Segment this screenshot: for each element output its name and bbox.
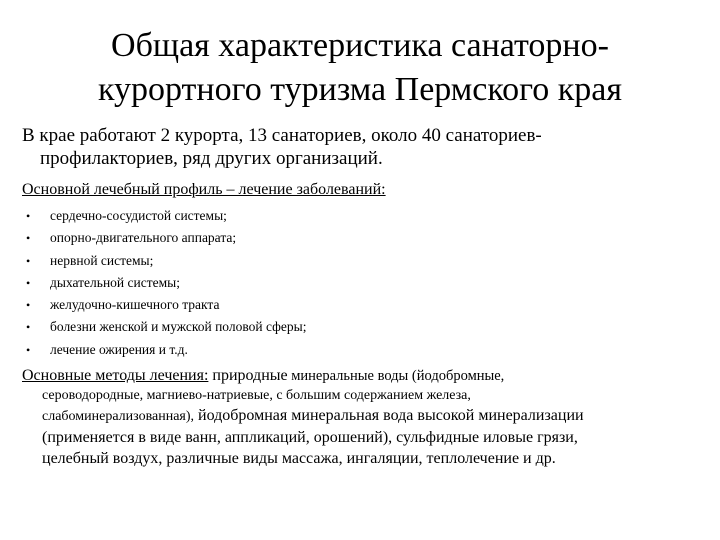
intro-paragraph (22, 124, 712, 170)
list-item-text: нервной системы; (50, 252, 154, 268)
list-item-text: лечение ожирения и т.д. (50, 341, 188, 357)
bullet-icon: • (26, 342, 31, 357)
profile-list (22, 205, 306, 361)
methods-heading: Основные методы лечения: (22, 367, 209, 384)
profile-heading: Основной лечебный профиль – лечение заболеваний: (22, 181, 386, 198)
list-item (22, 205, 306, 227)
list-item-text: дыхательной системы; (50, 274, 180, 290)
bullet-icon: • (26, 209, 31, 223)
methods-text: слабоминерализованная), (42, 409, 195, 424)
methods-line (22, 406, 712, 427)
methods-paragraph (22, 366, 712, 469)
bullet-icon: • (26, 298, 31, 313)
list-item (22, 316, 306, 338)
intro-line: В крае работают 2 курорта, 13 санаториев, около 40 санаториев- (22, 125, 542, 146)
bullet-icon: • (26, 320, 31, 335)
list-item (22, 294, 306, 316)
list-item-text: сердечно-сосудистой системы; (50, 208, 227, 223)
methods-text: минеральные воды (йодобромные, (287, 368, 505, 384)
list-item-text: опорно-двигательного аппарата; (50, 230, 237, 246)
list-item-text: желудочно-кишечного тракта (50, 297, 220, 313)
methods-text: йодобромная минеральная вода высокой минерализации (194, 407, 584, 424)
intro-line: профилакториев, ряд других организаций. (40, 148, 383, 169)
list-item (22, 339, 306, 361)
bullet-icon: • (26, 231, 31, 246)
bullet-icon: • (26, 253, 31, 268)
list-item (22, 250, 306, 272)
methods-line: (применяется в виде ванн, аппликаций, орошений), сульфидные иловые грязи, (42, 429, 578, 446)
list-item (22, 227, 306, 249)
methods-natural: природные (208, 367, 288, 384)
methods-line: сероводородные, магниево-натриевые, с большим содержанием железа, (42, 388, 471, 403)
bullet-icon: • (26, 275, 31, 290)
slide-title (20, 24, 700, 112)
list-item-text: болезни женской и мужской половой сферы; (50, 319, 307, 335)
list-item (22, 272, 306, 294)
methods-line: целебный воздух, различные виды массажа, ингаляции, теплолечение и др. (42, 450, 556, 467)
slide-title-line: Общая характеристика санаторно- (111, 27, 609, 64)
methods-line (22, 366, 712, 386)
slide-title-line: курортного туризма Пермского края (97, 71, 623, 108)
